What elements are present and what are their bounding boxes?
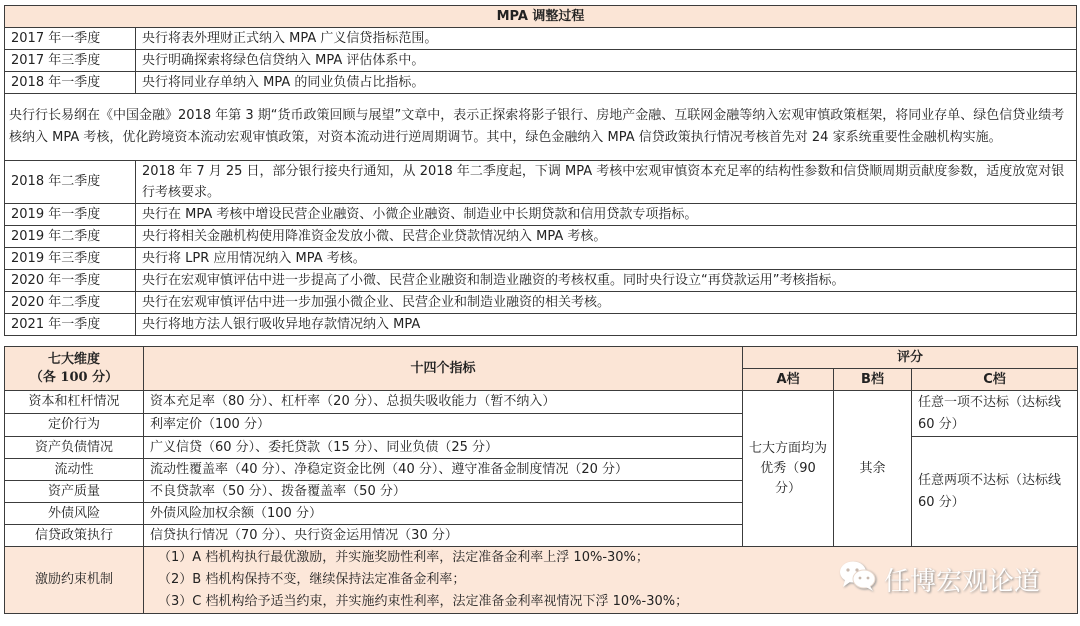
table-row [5,248,1077,270]
incentive-label: 激励约束机制 [5,547,144,614]
table-row [5,437,1078,459]
incentive-line-1: （1）A 档机构执行最优激励，并实施奖励性利率，法定准备金利率上浮 10%-30%； [158,550,649,565]
dimension-cell: 资本和杠杆情况 [5,391,144,414]
quarter-cell: 2020 年二季度 [5,292,136,314]
event-cell: 2018 年 7 月 25 日，部分银行接央行通知，从 2018 年二季度起，下调 MPA 考核中宏观审慎资本充足率的结构性参数和信贷顺周期贡献度参数，适度放宽对银行考核要求。 [136,161,1077,204]
quarter-cell: 2017 年三季度 [5,50,136,72]
grade-a-header: A档 [743,369,834,391]
quarter-cell: 2017 年一季度 [5,28,136,50]
dimension-cell: 资产质量 [5,481,144,503]
table-row [5,226,1077,248]
grade-a-cell: 七大方面均为优秀（90 分） [743,391,834,547]
event-cell: 央行在宏观审慎评估中进一步加强小微企业、民营企业和制造业融资的相关考核。 [136,292,1077,314]
table-row [5,270,1077,292]
table-title: MPA 调整过程 [5,6,1077,28]
grade-b-header: B档 [834,369,912,391]
indicators-cell: 广义信贷（60 分）、委托贷款（15 分）、同业负债（25 分） [144,437,743,459]
indicators-header: 十四个指标 [144,347,743,391]
table-row [5,28,1077,50]
dimension-header [5,347,144,391]
dimension-cell: 资产负债情况 [5,437,144,459]
table-row [5,161,1077,204]
grade-c-header: C档 [912,369,1078,391]
score-header: 评分 [743,347,1078,369]
grade-b-cell: 其余 [834,391,912,547]
grade-c-cell-one: 任意一项不达标（达标线 60 分） [912,391,1078,437]
table-row [5,204,1077,226]
watermark-text: 任博宏观论道 [884,567,1041,597]
wechat-icon [838,560,878,599]
event-cell: 央行将相关金融机构使用降准资金发放小微、民营企业贷款情况纳入 MPA 考核。 [136,226,1077,248]
grade-c-cell-two: 任意两项不达标（达标线 60 分） [912,437,1078,547]
table-row [5,50,1077,72]
event-cell: 央行在 MPA 考核中增设民营企业融资、小微企业融资、制造业中长期贷款和信用贷款专项指标。 [136,204,1077,226]
dimension-cell: 外债风险 [5,503,144,525]
indicators-cell: 信贷执行情况（70 分）、央行资金运用情况（30 分） [144,525,743,547]
event-cell: 央行将表外理财正式纳入 MPA 广义信贷指标范围。 [136,28,1077,50]
paragraph-cell: 央行行长易纲在《中国金融》2018 年第 3 期“货币政策回顾与展望”文章中，表示正探索将影子银行、房地产金融、互联网金融等纳入宏观审慎政策框架，将同业存单、绿色信贷业绩考核纳入 MPA 考核，优化跨境资本流动宏观审慎政策，对资本流动进行逆周期调节。其中，绿色金融纳入 MPA 信贷政策执行情况考核首先对 24 家系统重要性金融机构实施。 [5,94,1077,161]
mpa-adjustment-table [4,5,1077,336]
event-cell: 央行将地方法人银行吸收异地存款情况纳入 MPA [136,314,1077,336]
table-row [5,314,1077,336]
quarter-cell: 2020 年一季度 [5,270,136,292]
dimension-cell: 流动性 [5,459,144,481]
table-row [5,94,1077,161]
quarter-cell: 2021 年一季度 [5,314,136,336]
table-row [5,292,1077,314]
event-cell: 央行明确探索将绿色信贷纳入 MPA 评估体系中。 [136,50,1077,72]
quarter-cell: 2018 年一季度 [5,72,136,94]
quarter-cell: 2019 年三季度 [5,248,136,270]
indicators-cell: 资本充足率（80 分）、杠杆率（20 分）、总损失吸收能力（暂不纳入） [144,391,743,414]
indicators-cell: 外债风险加权余额（100 分） [144,503,743,525]
incentive-line-2: （2）B 档机构保持不变，继续保持法定准备金利率； [158,572,466,587]
indicators-cell: 利率定价（100 分） [144,414,743,437]
table-row [5,72,1077,94]
event-cell: 央行将 LPR 应用情况纳入 MPA 考核。 [136,248,1077,270]
event-cell: 央行在宏观审慎评估中进一步提高了小微、民营企业融资和制造业融资的考核权重。同时央行设立“再贷款运用”考核指标。 [136,270,1077,292]
incentive-line-3: （3）C 档机构给予适当约束，并实施约束性利率，法定准备金利率视情况下浮 10%-30%； [158,594,689,609]
watermark [838,560,1040,599]
dimension-cell: 定价行为 [5,414,144,437]
quarter-cell: 2019 年一季度 [5,204,136,226]
event-cell: 央行将同业存单纳入 MPA 的同业负债占比指标。 [136,72,1077,94]
quarter-cell: 2019 年二季度 [5,226,136,248]
dimension-header-line2: （各 100 分） [29,369,119,385]
table-row [5,391,1078,414]
indicators-cell: 不良贷款率（50 分）、拨备覆盖率（50 分） [144,481,743,503]
indicators-cell: 流动性覆盖率（40 分）、净稳定资金比例（40 分）、遵守准备金制度情况（20 分） [144,459,743,481]
quarter-cell: 2018 年二季度 [5,161,136,204]
dimension-cell: 信贷政策执行 [5,525,144,547]
dimension-header-line1: 七大维度 [47,351,100,367]
